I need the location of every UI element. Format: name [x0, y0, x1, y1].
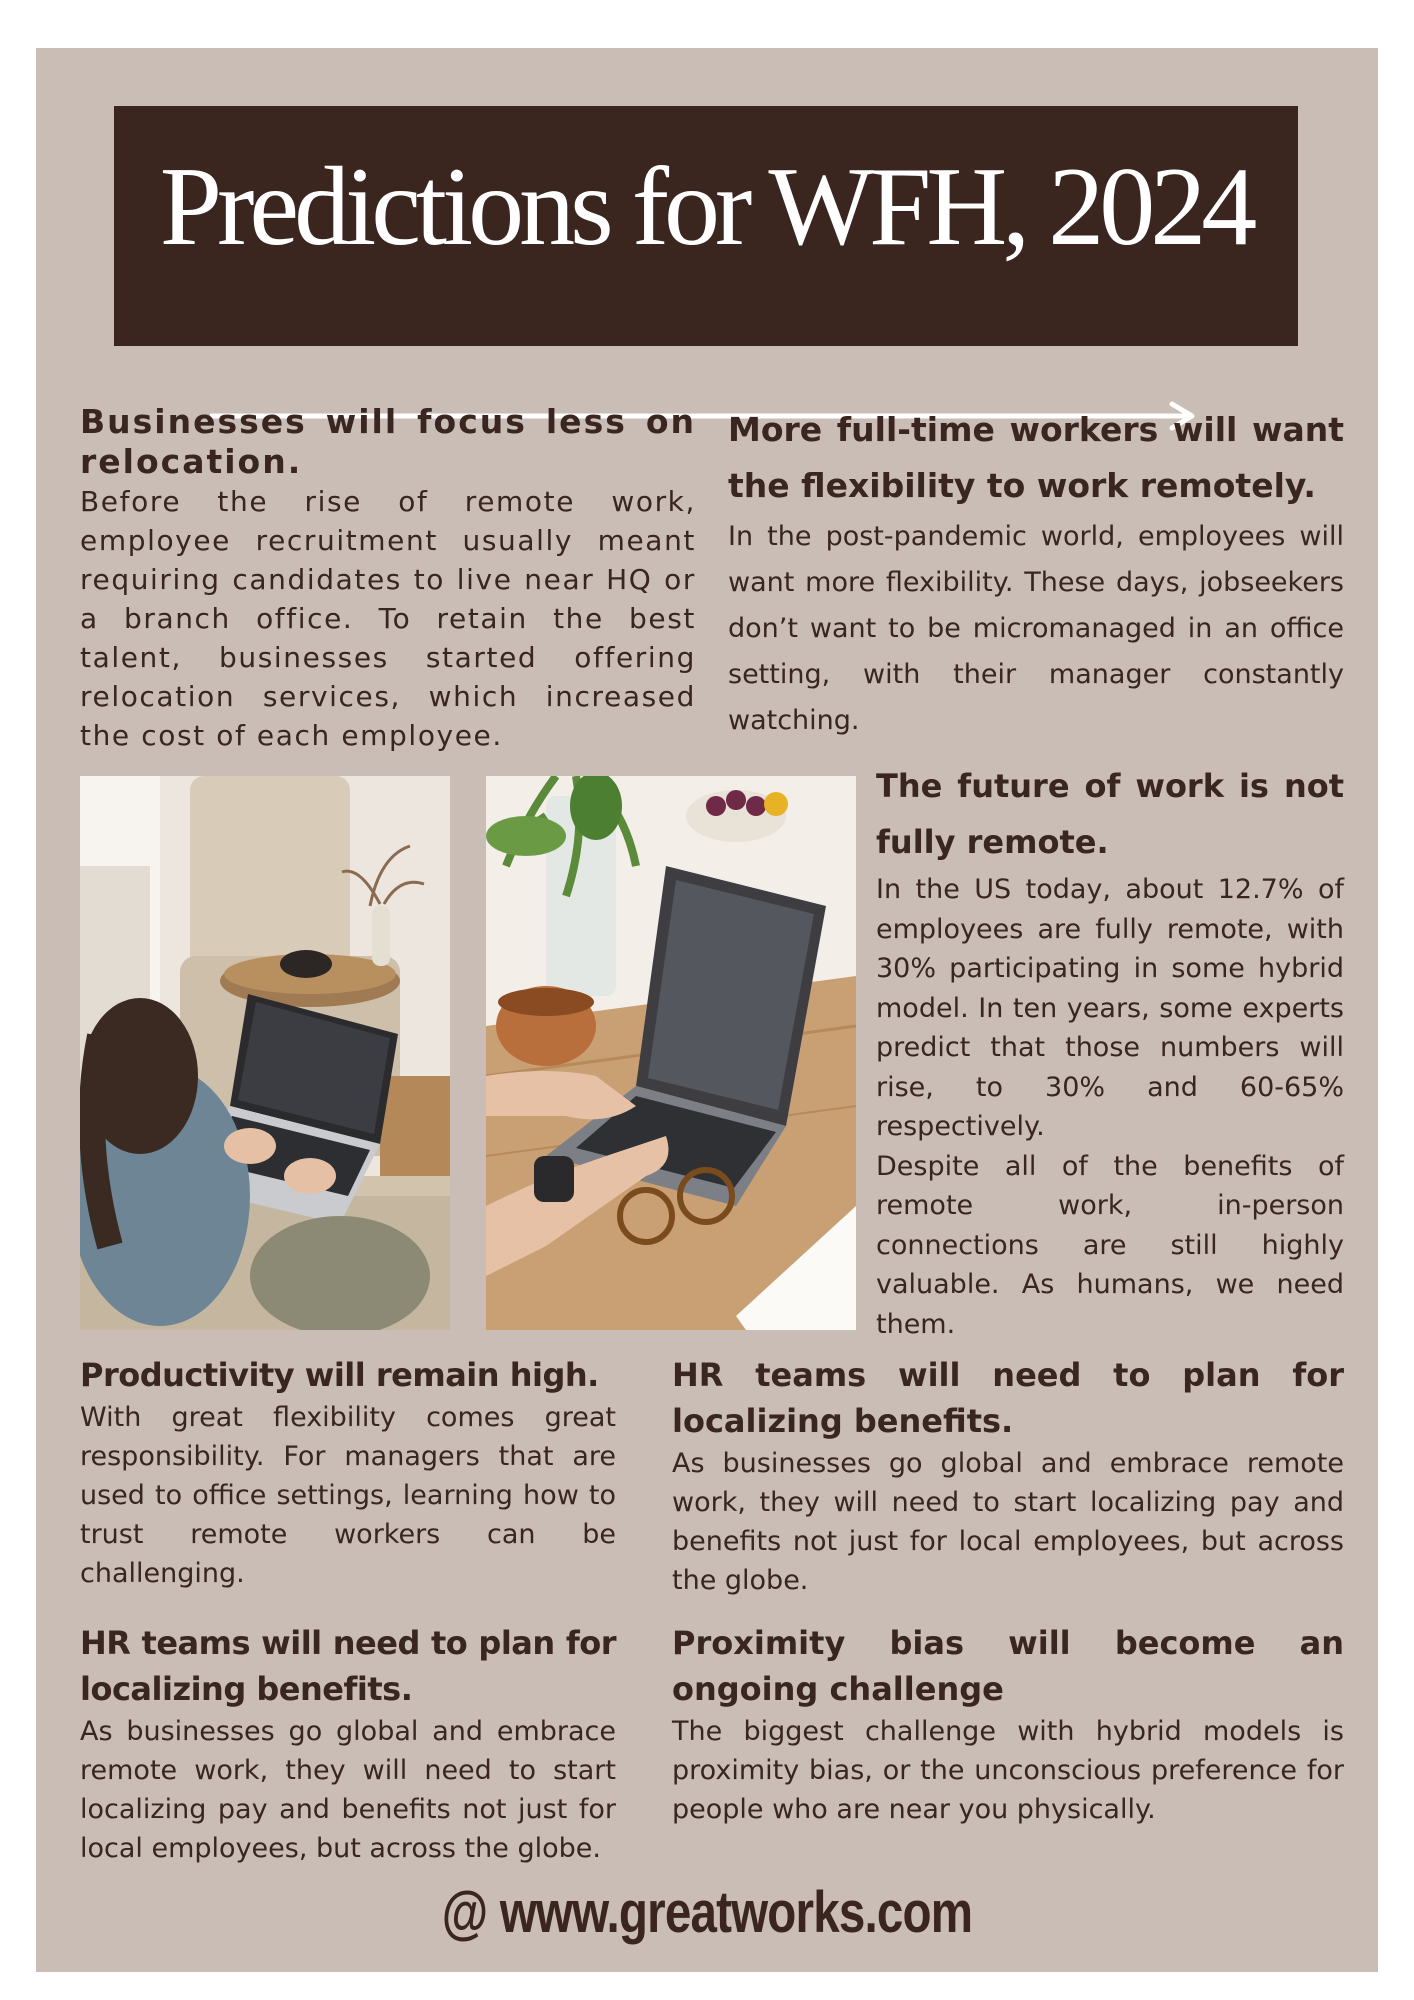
title-banner [114, 106, 1298, 346]
section-body-2: Despite all of the benefits of remote work, in-person connections are still highly valuable. As humans, we need them. [876, 1150, 1344, 1340]
section-future-not-remote [876, 758, 1344, 1344]
photo-hands-typing-laptop [486, 776, 856, 1330]
section-body: With great flexibility comes great responsibility. For managers that are used to office settings, learning how to trust remote workers can be challenging. [80, 1402, 616, 1589]
section-flexibility [728, 402, 1344, 744]
section-heading: The future of work is not fully remote. [876, 767, 1344, 861]
photo-woman-laptop-couch [80, 776, 450, 1330]
section-proximity-bias [672, 1620, 1344, 1829]
section-body: The biggest challenge with hybrid models is proximity bias, or the unconscious preference for people who are near you physically. [672, 1716, 1344, 1825]
section-body: As businesses go global and embrace remote work, they will need to start localizing pay and benefits not just for local employees, but across the globe. [80, 1716, 616, 1864]
section-productivity [80, 1352, 616, 1593]
section-hr-benefits-repeat [80, 1620, 616, 1868]
section-heading: Productivity will remain high. [80, 1356, 599, 1394]
section-body: Before the rise of remote work, employee recruitment usually meant requiring candidates to live near HQ or a branch office. To retain the best talent, businesses started offering relocation services, which increased the cost of each employee. [80, 485, 696, 752]
page-title: Predictions for WFH, 2024 [159, 145, 1253, 269]
section-body: As businesses go global and embrace remote work, they will need to start localizing pay and benefits not just for local employees, but across the globe. [672, 1448, 1344, 1596]
section-heading: HR teams will need to plan for localizing benefits. [80, 1624, 616, 1708]
section-heading: HR teams will need to plan for localizing benefits. [672, 1356, 1344, 1440]
section-heading: More full-time workers will want the flexibility to work remotely. [728, 410, 1344, 505]
section-heading: Businesses will focus less on relocation. [80, 402, 696, 481]
section-body: In the US today, about 12.7% of employees are fully remote, with 30% participating in some hybrid model. In ten years, some experts predict that those numbers will rise, to 30% and 60-65% respectively. [876, 874, 1344, 1142]
section-hr-benefits [672, 1352, 1344, 1600]
section-relocation [80, 402, 696, 755]
footer-website-link[interactable]: @ www.greatworks.com [441, 1880, 973, 1945]
section-body: In the post-pandemic world, employees will want more flexibility. These days, jobseekers don’t want to be micromanaged in an office setting, with their manager constantly watching. [728, 521, 1344, 736]
section-heading: Proximity bias will become an ongoing challenge [672, 1624, 1344, 1708]
